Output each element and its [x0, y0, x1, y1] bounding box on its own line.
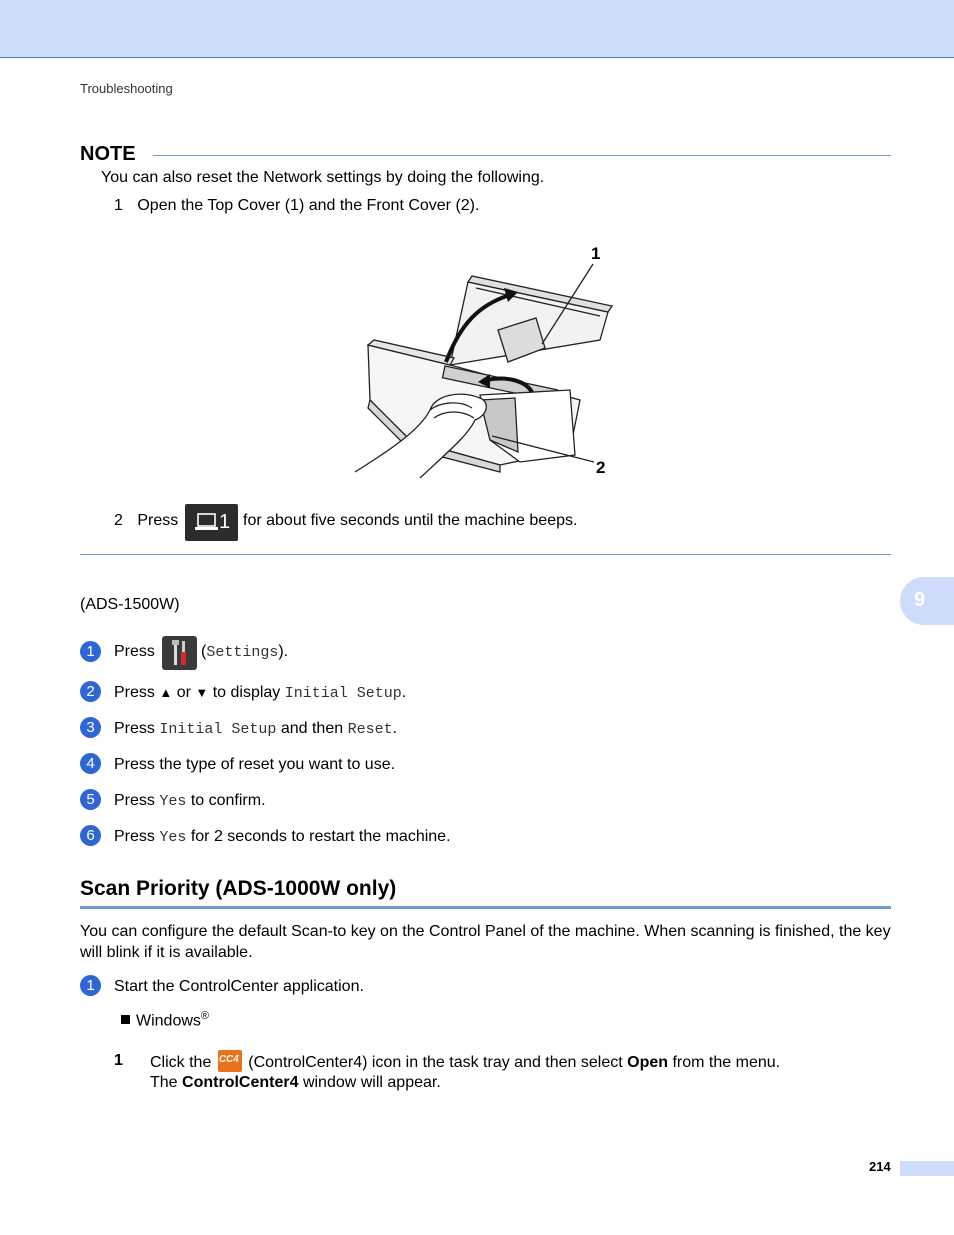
note-step-2 — [114, 512, 178, 530]
step-2: Press ▲ or ▼ to display Initial Setup. — [114, 684, 407, 702]
callout-1: 1 — [591, 244, 601, 263]
note-step-2-text: for about five seconds until the machine beeps. — [243, 512, 578, 529]
computer-icon — [195, 513, 219, 532]
sub-step-1-result: The ControlCenter4 window will appear. — [150, 1074, 441, 1091]
note-end-divider — [80, 554, 891, 555]
scanner-illustration — [350, 240, 620, 480]
settings-mono: Settings — [206, 644, 279, 661]
settings-tools-icon — [166, 639, 193, 667]
running-header: Troubleshooting — [80, 81, 173, 96]
note-step-1-number: 1 — [114, 197, 123, 214]
step-badge-5: 5 — [80, 789, 101, 810]
down-arrow-icon: ▼ — [195, 685, 209, 700]
sub-step-number: 1 — [114, 1052, 123, 1069]
header-band — [0, 0, 954, 58]
step-3: Press Initial Setup and then Reset. — [114, 720, 398, 738]
step-4: Press the type of reset you want to use. — [114, 756, 396, 773]
section-step-badge-1: 1 — [80, 975, 101, 996]
up-arrow-icon: ▲ — [159, 685, 173, 700]
step-1-rest: (Settings). — [201, 643, 289, 661]
note-title: NOTE — [80, 143, 136, 165]
note-step-2-number: 2 — [114, 512, 123, 529]
step-badge-1: 1 — [80, 641, 101, 662]
step-6: Press Yes for 2 seconds to restart the machine. — [114, 828, 451, 846]
note-step-1 — [114, 197, 479, 215]
pc-button-1[interactable] — [185, 504, 238, 541]
step-badge-2: 2 — [80, 681, 101, 702]
section-paragraph: You can configure the default Scan-to key on the Control Panel of the machine. When scanning is finished, the key will blink if it is available. — [80, 923, 891, 961]
sub-step-1: Click the CC4 (ControlCenter4) icon in the task tray and then select Open from the menu. — [150, 1052, 780, 1074]
note-step-2-press: Press — [137, 512, 179, 529]
section-step-1: Start the ControlCenter application. — [114, 978, 364, 995]
step-1: Press — [114, 643, 155, 660]
section-heading: Scan Priority (ADS-1000W only) — [80, 877, 397, 900]
chapter-tab: 9 — [900, 577, 954, 625]
bullet-square-icon — [121, 1015, 130, 1024]
section-heading-rule — [80, 906, 891, 909]
page-number: 214 — [869, 1159, 891, 1174]
pc-button-label: 1 — [219, 511, 231, 533]
note-divider — [153, 155, 891, 156]
step-5: Press Yes to confirm. — [114, 792, 266, 810]
step-badge-4: 4 — [80, 753, 101, 774]
footer-tab — [900, 1161, 954, 1176]
settings-button[interactable] — [162, 636, 197, 670]
note-step-1-text: Open the Top Cover (1) and the Front Cover (2). — [137, 197, 480, 214]
controlcenter4-icon[interactable]: CC4 — [218, 1050, 242, 1072]
step-badge-6: 6 — [80, 825, 101, 846]
callout-2: 2 — [596, 458, 606, 477]
note-intro: You can also reset the Network settings by doing the following. — [101, 169, 545, 186]
model-label: (ADS-1500W) — [80, 596, 180, 613]
windows-bullet: Windows® — [121, 1010, 209, 1030]
step-badge-3: 3 — [80, 717, 101, 738]
